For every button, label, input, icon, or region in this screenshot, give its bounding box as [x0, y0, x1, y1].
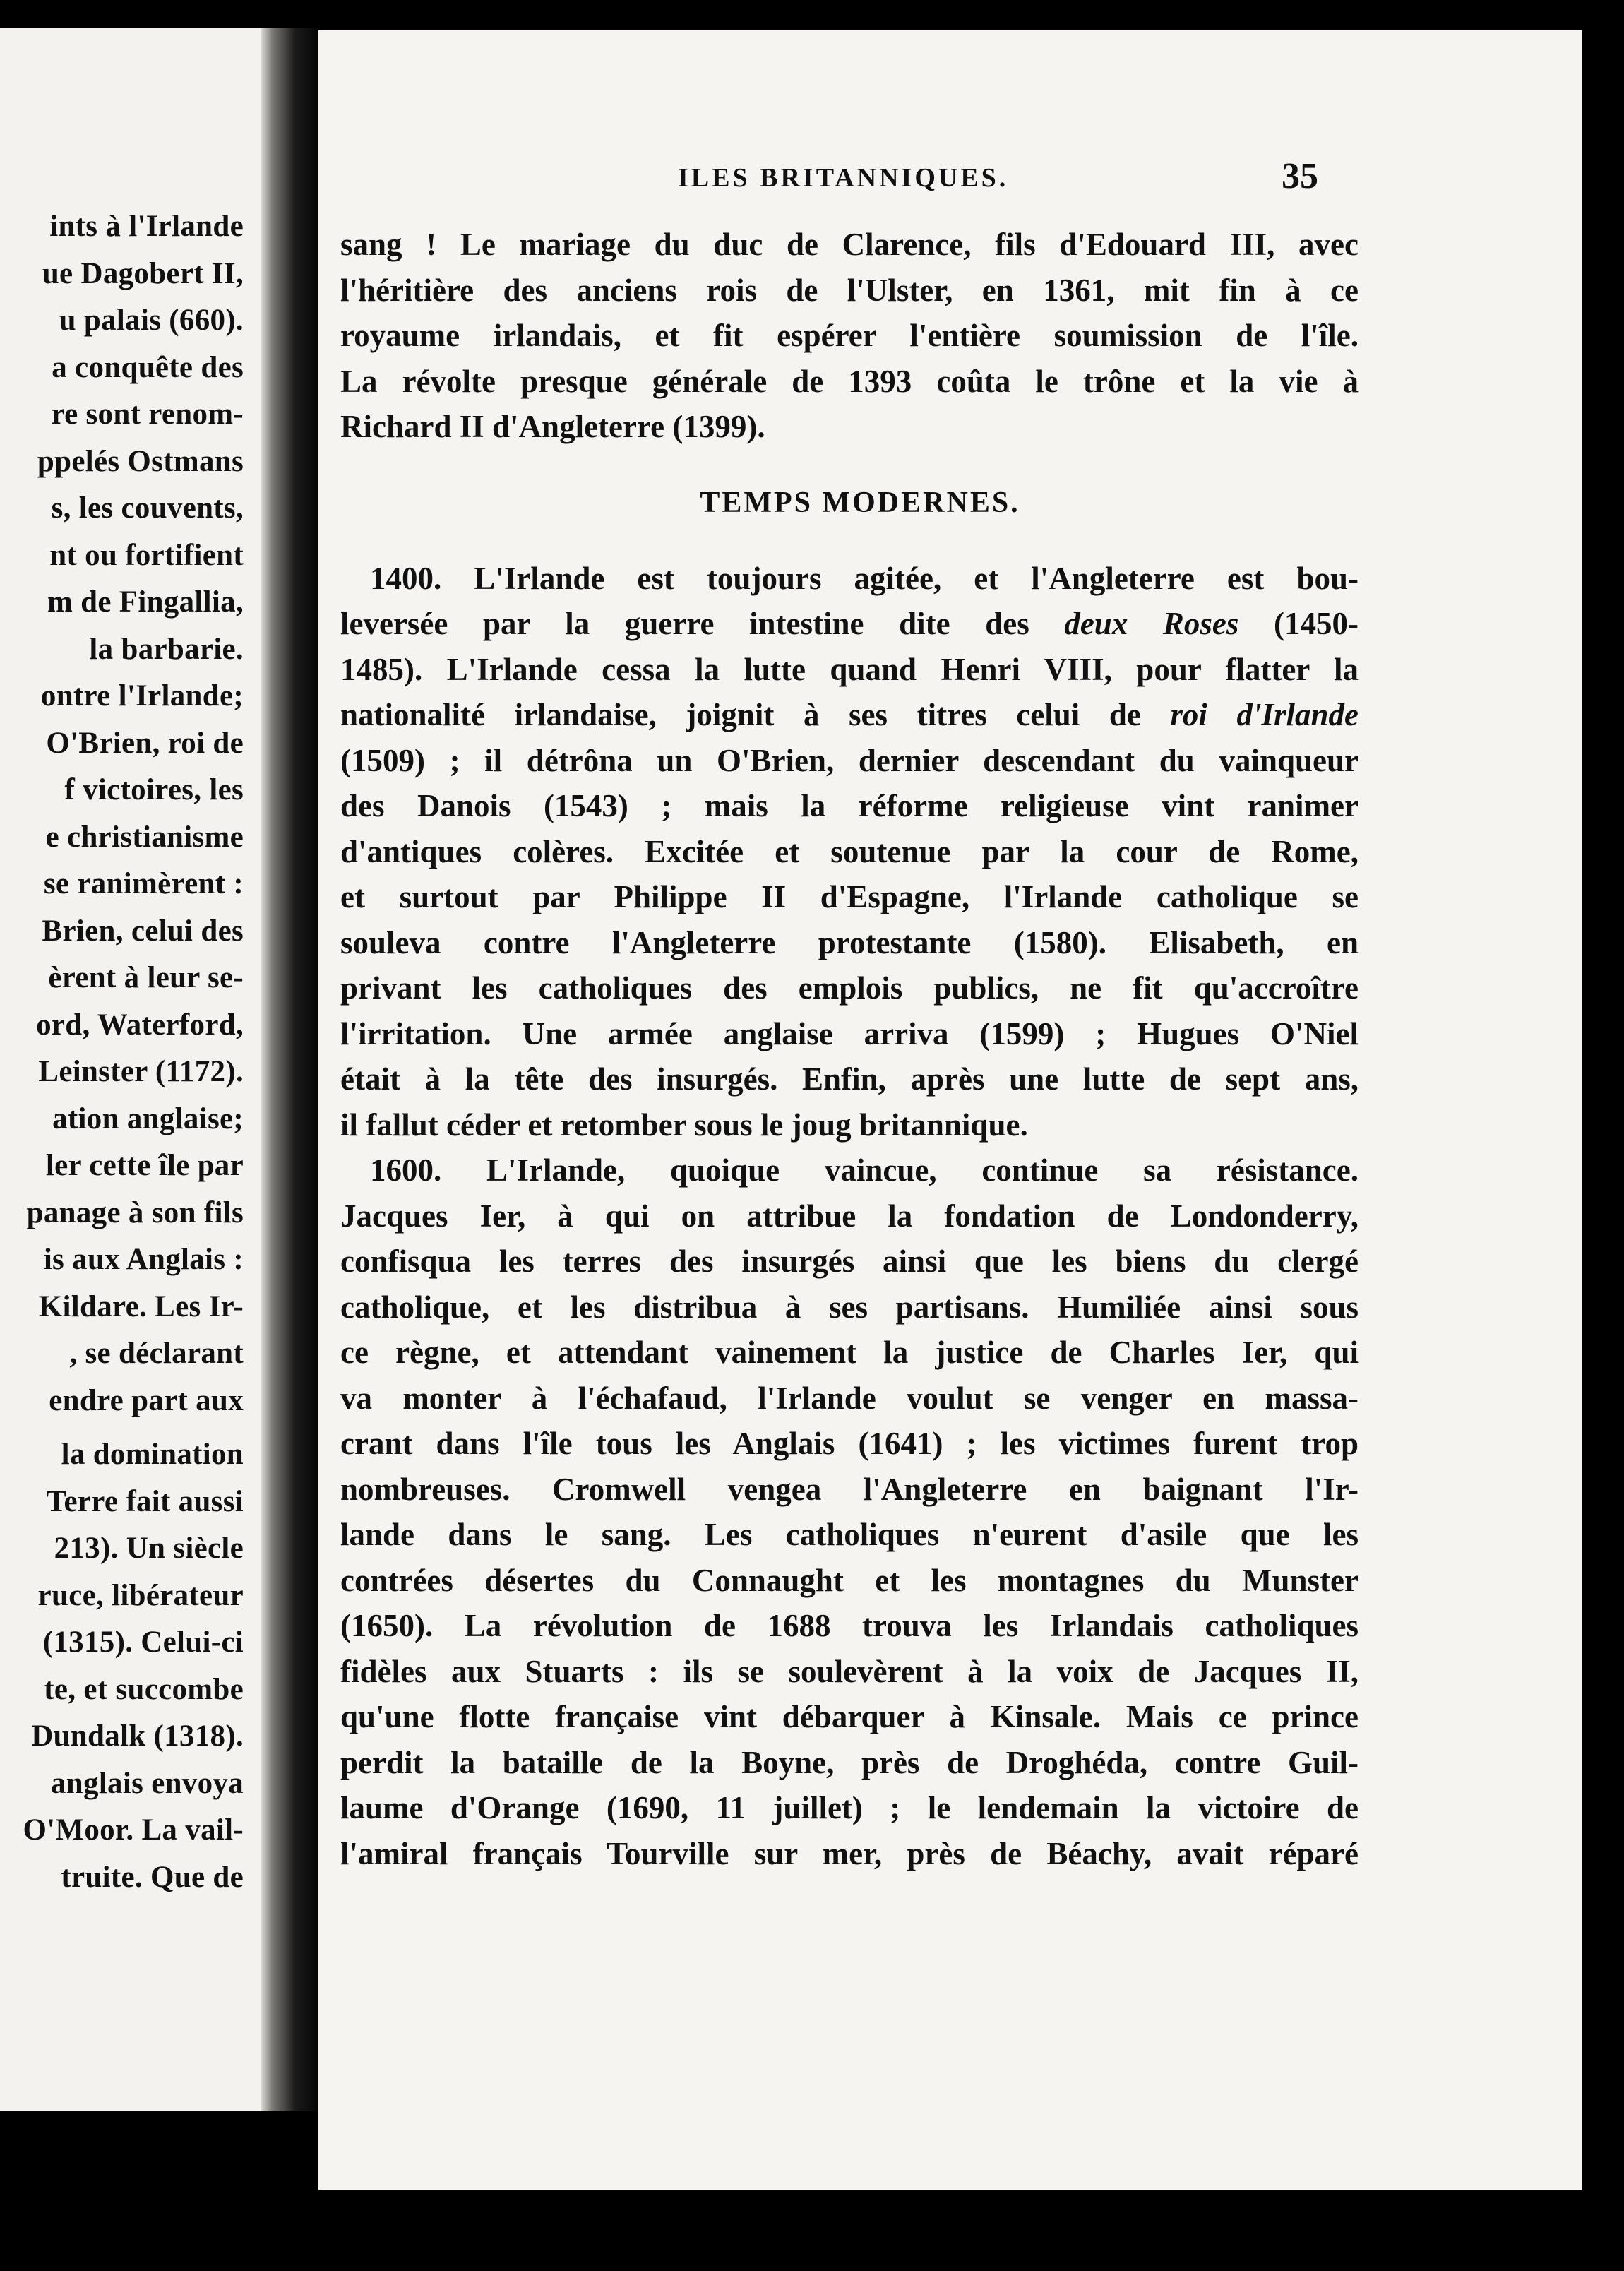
- page-edge-shadow: [1582, 0, 1624, 2271]
- body-text: [340, 222, 1359, 1876]
- left-line: Leinster (1172).: [38, 1055, 244, 1088]
- text-line: confisqua les terres des insurgés ainsi que les biens du clergé: [340, 1244, 1359, 1279]
- left-line: re sont renom-: [51, 398, 244, 431]
- left-line: ints à l'Irlande: [49, 210, 244, 243]
- text-line: lande dans le sang. Les catholiques n'eurent d'asile que les: [340, 1517, 1359, 1552]
- left-line: Terre fait aussi: [46, 1484, 244, 1518]
- text-line: 1400. L'Irlande est toujours agitée, et l'Angleterre est bou-: [370, 560, 1359, 596]
- text-line: va monter à l'échafaud, l'Irlande voulut se venger en massa-: [340, 1380, 1359, 1416]
- text-run: leversée par la guerre intestine dite des: [340, 606, 1065, 641]
- left-line: ation anglaise;: [52, 1102, 244, 1136]
- text-line: (1509) ; il détrôna un O'Brien, dernier descendant du vainqueur: [340, 742, 1359, 778]
- left-line: Kildare. Les Ir-: [38, 1289, 244, 1323]
- left-line: (1315). Celui-ci: [42, 1626, 244, 1659]
- text-line: (1650). La révolution de 1688 trouva les Irlandais catholiques: [340, 1608, 1359, 1643]
- text-line: il fallut céder et retomber sous le joug britannique.: [340, 1107, 1028, 1143]
- italic-text: roi d'Irlande: [1170, 697, 1359, 732]
- left-line: u palais (660).: [59, 304, 244, 337]
- text-line: royaume irlandais, et fit espérer l'entière soumission de l'île.: [340, 318, 1359, 353]
- left-line: la barbarie.: [89, 632, 244, 666]
- running-head: [318, 156, 1582, 205]
- left-line: O'Brien, roi de: [46, 726, 244, 760]
- left-line: ruce, libérateur: [37, 1578, 244, 1612]
- left-line: m de Fingallia,: [47, 585, 244, 619]
- italic-text: deux Roses: [1064, 606, 1239, 641]
- text-line: [340, 601, 1359, 647]
- right-page: [318, 30, 1582, 2190]
- left-line: e christianisme: [45, 820, 244, 854]
- text-line: La révolte presque générale de 1393 coûta le trône et la vie à: [340, 363, 1359, 399]
- text-line: [340, 692, 1359, 738]
- left-page-lines: [0, 203, 244, 1901]
- left-line: se ranimèrent :: [43, 867, 244, 900]
- left-line: anglais envoya: [51, 1766, 244, 1800]
- left-line: is aux Anglais :: [43, 1243, 244, 1276]
- text-line: contrées désertes du Connaught et les montagnes du Munster: [340, 1562, 1359, 1598]
- left-line: èrent à leur se-: [48, 961, 244, 994]
- text-line: était à la tête des insurgés. Enfin, après une lutte de sept ans,: [340, 1061, 1359, 1097]
- left-line: ord, Waterford,: [36, 1008, 244, 1042]
- left-line: la domination: [61, 1438, 244, 1471]
- left-line: truite. Que de: [61, 1860, 244, 1894]
- text-line: des Danois (1543) ; mais la réforme religieuse vint ranimer: [340, 788, 1359, 823]
- left-line: ler cette île par: [45, 1149, 244, 1182]
- running-title: ILES BRITANNIQUES.: [678, 163, 1009, 193]
- left-line: Brien, celui des: [42, 914, 244, 948]
- text-run: nationalité irlandaise, joignit à ses titres celui de: [340, 697, 1171, 732]
- left-line: ue Dagobert II,: [42, 256, 244, 290]
- left-line: ontre l'Irlande;: [40, 679, 244, 713]
- text-line: 1485). L'Irlande cessa la lutte quand Henri VIII, pour flatter la: [340, 651, 1359, 687]
- left-line: Dundalk (1318).: [31, 1719, 244, 1753]
- text-line: laume d'Orange (1690, 11 juillet) ; le lendemain la victoire de: [340, 1790, 1359, 1825]
- text-line: crant dans l'île tous les Anglais (1641) ; les victimes furent trop: [340, 1426, 1359, 1461]
- left-line: f victoires, les: [64, 773, 244, 806]
- text-line: l'amiral français Tourville sur mer, près de Béachy, avait réparé: [340, 1835, 1359, 1871]
- text-line: souleva contre l'Angleterre protestante (1580). Elisabeth, en: [340, 924, 1359, 960]
- text-line: qu'une flotte française vint débarquer à Kinsale. Mais ce prince: [340, 1699, 1359, 1734]
- left-line: ppelés Ostmans: [37, 444, 244, 478]
- text-line: et surtout par Philippe II d'Espagne, l'Irlande catholique se: [340, 879, 1359, 914]
- text-line: fidèles aux Stuarts : ils se soulevèrent à la voix de Jacques II,: [340, 1653, 1359, 1689]
- left-line: endre part aux: [49, 1383, 244, 1417]
- left-line: panage à son fils: [26, 1196, 244, 1229]
- left-line: 213). Un siècle: [54, 1532, 244, 1565]
- text-line: ce règne, et attendant vainement la justice de Charles Ier, qui: [340, 1335, 1359, 1370]
- text-line: Richard II d'Angleterre (1399).: [340, 409, 765, 444]
- text-line: perdit la bataille de la Boyne, près de Droghéda, contre Guil-: [340, 1744, 1359, 1780]
- text-line: catholique, et les distribua à ses partisans. Humiliée ainsi sous: [340, 1289, 1359, 1325]
- text-line: 1600. L'Irlande, quoique vaincue, continue sa résistance.: [370, 1152, 1359, 1188]
- text-line: l'irritation. Une armée anglaise arriva (1599) ; Hugues O'Niel: [340, 1015, 1359, 1051]
- left-line: a conquête des: [52, 350, 244, 384]
- section-heading: TEMPS MODERNES.: [700, 486, 1020, 519]
- text-line: Jacques Ier, à qui on attribue la fondation de Londonderry,: [340, 1198, 1359, 1234]
- book-gutter-shadow: [261, 28, 318, 2111]
- text-line: nombreuses. Cromwell vengea l'Angleterre en baignant l'Ir-: [340, 1471, 1359, 1507]
- left-line: O'Moor. La vail-: [23, 1813, 244, 1847]
- text-line: l'héritière des anciens rois de l'Ulster, en 1361, mit fin à ce: [340, 272, 1359, 308]
- page-number: 35: [1282, 156, 1318, 196]
- text-line: privant les catholiques des emplois publics, ne fit qu'accroître: [340, 970, 1359, 1006]
- left-page-fragment: [0, 28, 275, 2111]
- left-line: te, et succombe: [44, 1672, 244, 1706]
- left-line: , se déclarant: [69, 1337, 244, 1370]
- left-line: s, les couvents,: [51, 491, 244, 525]
- text-run: (1450-: [1238, 606, 1359, 641]
- text-line: sang ! Le mariage du duc de Clarence, fils d'Edouard III, avec: [340, 227, 1359, 262]
- left-line: nt ou fortifient: [49, 538, 244, 572]
- text-line: d'antiques colères. Excitée et soutenue par la cour de Rome,: [340, 833, 1359, 869]
